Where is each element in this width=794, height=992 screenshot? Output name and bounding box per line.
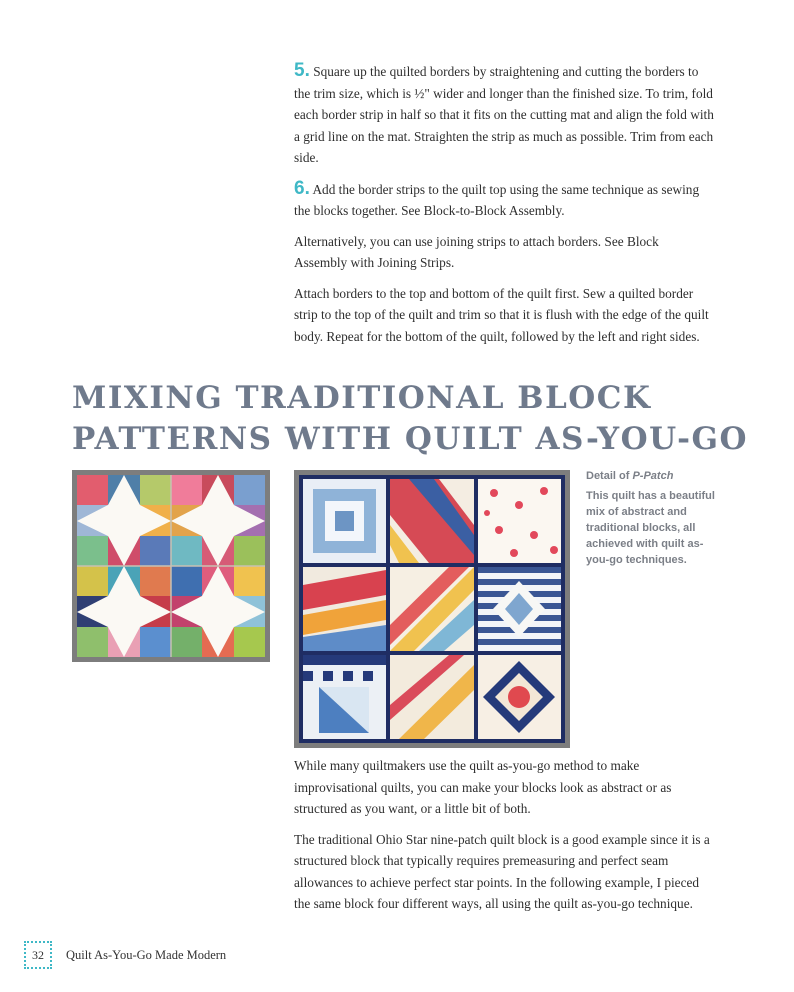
page-number: 32 (24, 941, 52, 969)
book-title: Quilt As-You-Go Made Modern (66, 947, 227, 962)
step-number: 6. (294, 177, 310, 199)
step-5 (294, 60, 714, 169)
top-text-column (294, 60, 714, 356)
paragraph: Alternatively, you can use joining strips to attach borders. See Block Assembly with Joining Strips. (294, 233, 659, 270)
section-heading (72, 378, 772, 460)
bottom-text-column (294, 755, 714, 924)
caption-title (586, 468, 716, 484)
p-patch-quilt-photo (294, 470, 570, 748)
paragraph: While many quiltmakers use the quilt as-you-go method to make improvisational quilts, you can make your blocks look as abstract or as structured as you want, or a little bit of both. (294, 758, 672, 816)
ohio-star-quilt-photo (72, 470, 270, 662)
quilt-image (299, 475, 565, 743)
step-text: Add the border strips to the quilt top using the same technique as sewing the blocks together. See Block-to-Block Assembly. (294, 181, 700, 218)
caption-body: This quilt has a beautiful mix of abstract and traditional blocks, all achieved with quilt as-you-go techniques. (586, 490, 715, 566)
page-footer (24, 940, 226, 970)
paragraph: The traditional Ohio Star nine-patch quilt block is a good example since it is a structured block that typically requires premeasuring and perfect seam allowances to achieve perfect star points. In the following example, I pieced the same block four different ways, all using the quilt as-you-go technique. (294, 831, 710, 911)
step-text: Square up the quilted borders by straightening and cutting the borders to the trim size, which is ½" wider and longer than the finished size. To trim, fold each border strip in half so that it fits on the cutting mat and align the fold with a grid line on the mat. Straighten the strip as much as possible. Trim from each side. (294, 64, 714, 165)
heading-line-2: PATTERNS WITH QUILT AS-YOU-GO (72, 421, 748, 457)
photo-caption (586, 468, 716, 568)
caption-title-prefix: Detail of (586, 470, 633, 482)
quilt-image (77, 475, 265, 657)
step-6 (294, 178, 714, 222)
paragraph: Attach borders to the top and bottom of the quilt first. Sew a quilted border strip to the top of the quilt and trim so that it is flush with the edge of the quilt body. Repeat for the bottom of the quilt, followed by the left and right sides. (294, 285, 709, 344)
step-number: 5. (294, 60, 310, 81)
caption-title-italic: P-Patch (632, 470, 674, 482)
heading-line-1: MIXING TRADITIONAL BLOCK (72, 380, 652, 416)
